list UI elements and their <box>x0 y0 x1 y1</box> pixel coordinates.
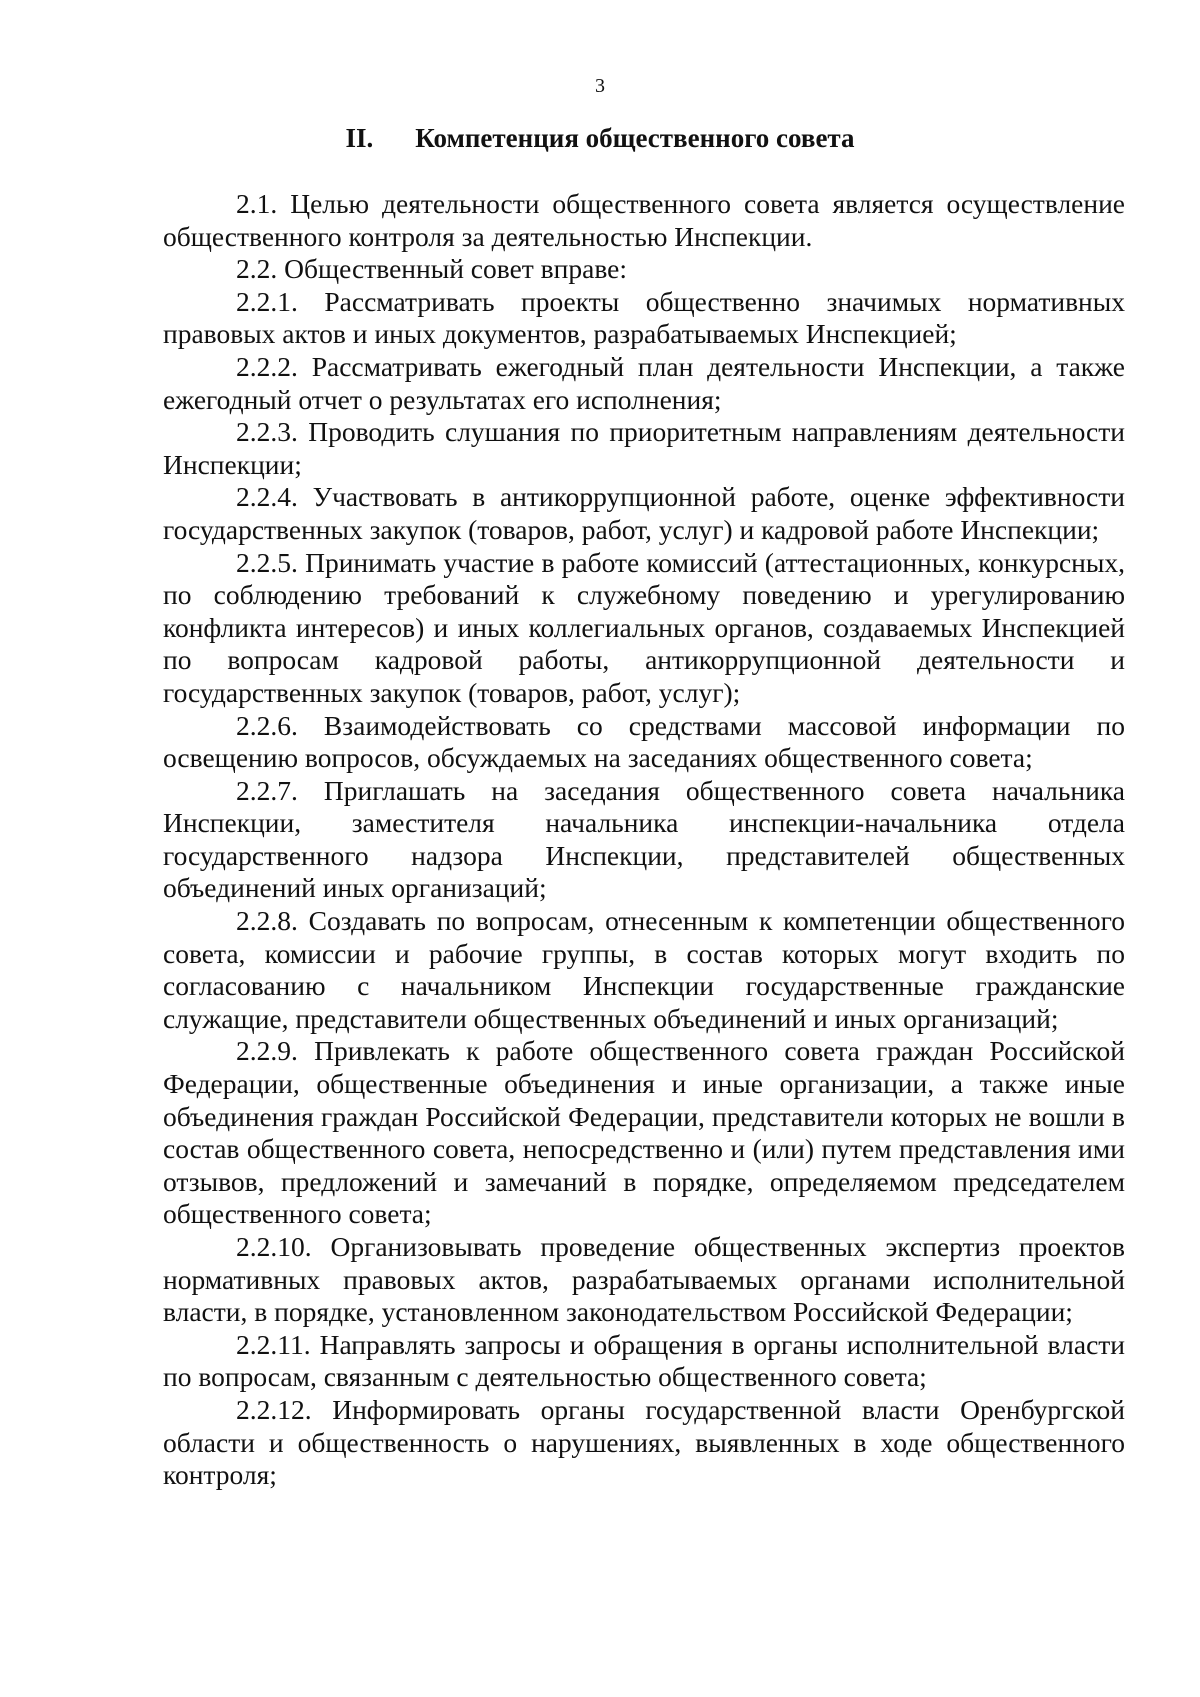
paragraph-text: Направлять запросы и обращения в органы исполнительной власти по вопросам, связанным с деятельностью общественного совета; <box>163 1328 1126 1393</box>
paragraph <box>163 1329 1125 1394</box>
paragraph-text: Организовывать проведение общественных экспертиз проектов нормативных правовых актов, разрабатываемых органами исполнительной власти, в порядке, установленном законодательством Российской Федерации; <box>163 1231 1126 1328</box>
paragraph-number: 2.2.8. <box>236 905 298 937</box>
paragraph <box>163 188 1125 253</box>
paragraph <box>163 775 1125 905</box>
paragraph <box>163 1035 1125 1231</box>
paragraph-text: Взаимодействовать со средствами массовой информации по освещению вопросов, обсуждаемых на заседаниях общественного совета; <box>163 709 1126 774</box>
paragraph-text: Участвовать в антикоррупционной работе, оценке эффективности государственных закупок (товаров, работ, услуг) и кадровой работе Инспекции; <box>163 481 1125 545</box>
paragraph <box>163 1394 1125 1492</box>
paragraph-text: Приглашать на заседания общественного совета начальника Инспекции, заместителя начальника инспекции-начальника отдела государственного надзора Инспекции, представителей общественных объединений иных организаций; <box>163 774 1126 904</box>
section-numeral: II. <box>345 123 374 153</box>
paragraph <box>163 547 1125 710</box>
paragraph <box>163 351 1125 416</box>
paragraph-number: 2.1. <box>236 188 278 219</box>
paragraph-number: 2.2.1. <box>236 285 298 317</box>
paragraph-text: Рассматривать проекты общественно значимых нормативных правовых актов и иных документов, разрабатываемых Инспекцией; <box>163 285 1125 350</box>
paragraph-number: 2.2.10. <box>236 1231 312 1262</box>
paragraph-number: 2.2.6. <box>236 709 298 741</box>
page-number: 3 <box>595 75 605 97</box>
paragraph-text: Проводить слушания по приоритетным направлениям деятельности Инспекции; <box>163 416 1125 480</box>
paragraph-text: Общественный совет вправе: <box>284 253 628 285</box>
paragraph-number: 2.2.3. <box>236 416 298 448</box>
section-heading <box>0 120 1200 156</box>
paragraph-number: 2.2. <box>236 253 278 285</box>
paragraph-text: Целью деятельности общественного совета является осуществление общественного контроля за деятельностью Инспекции. <box>163 188 1126 252</box>
paragraph-number: 2.2.12. <box>236 1393 312 1425</box>
paragraph-text: Информировать органы государственной власти Оренбургской области и общественность о нарушениях, выявленных в ходе общественного контроля; <box>163 1393 1125 1491</box>
paragraph-number: 2.2.7. <box>236 774 298 806</box>
paragraph-number: 2.2.2. <box>236 350 298 382</box>
paragraph <box>163 905 1125 1035</box>
paragraph <box>163 481 1125 546</box>
paragraph-number: 2.2.4. <box>236 481 298 513</box>
paragraph-text: Принимать участие в работе комиссий (аттестационных, конкурсных, по соблюдению требований к служебному поведению и урегулированию конфликта интересов) и иных коллегиальных органов, создаваемых Инспекцией по вопросам кадровой работы, антикоррупционной деятельности и государственных закупок (товаров, работ, услуг); <box>163 546 1125 708</box>
paragraph <box>163 1231 1125 1329</box>
paragraph-text: Создавать по вопросам, отнесенным к компетенции общественного совета, комиссии и рабочие группы, в состав которых могут входить по согласованию с начальником Инспекции государственные гражданские служащие, представители общественных объединений и иных организаций; <box>163 905 1125 1034</box>
paragraph-text: Рассматривать ежегодный план деятельности Инспекции, а также ежегодный отчет о результатах его исполнения; <box>163 350 1126 415</box>
section-title: Компетенция общественного совета <box>415 123 855 153</box>
paragraph <box>163 286 1125 351</box>
section-body <box>163 188 1125 1492</box>
paragraph-number: 2.2.9. <box>236 1035 298 1067</box>
paragraph-number: 2.2.11. <box>236 1328 311 1360</box>
paragraph <box>163 416 1125 481</box>
paragraph <box>163 253 1125 286</box>
paragraph-text: Привлекать к работе общественного совета граждан Российской Федерации, общественные объединения и иные организации, а также иные объединения граждан Российской Федерации, представители которых не вошли в состав общественного совета, непосредственно и (или) путем представления ими отзывов, предложений и замечаний в порядке, определяемом председателем общественного совета; <box>163 1035 1125 1230</box>
paragraph-number: 2.2.5. <box>236 546 298 578</box>
paragraph <box>163 710 1125 775</box>
